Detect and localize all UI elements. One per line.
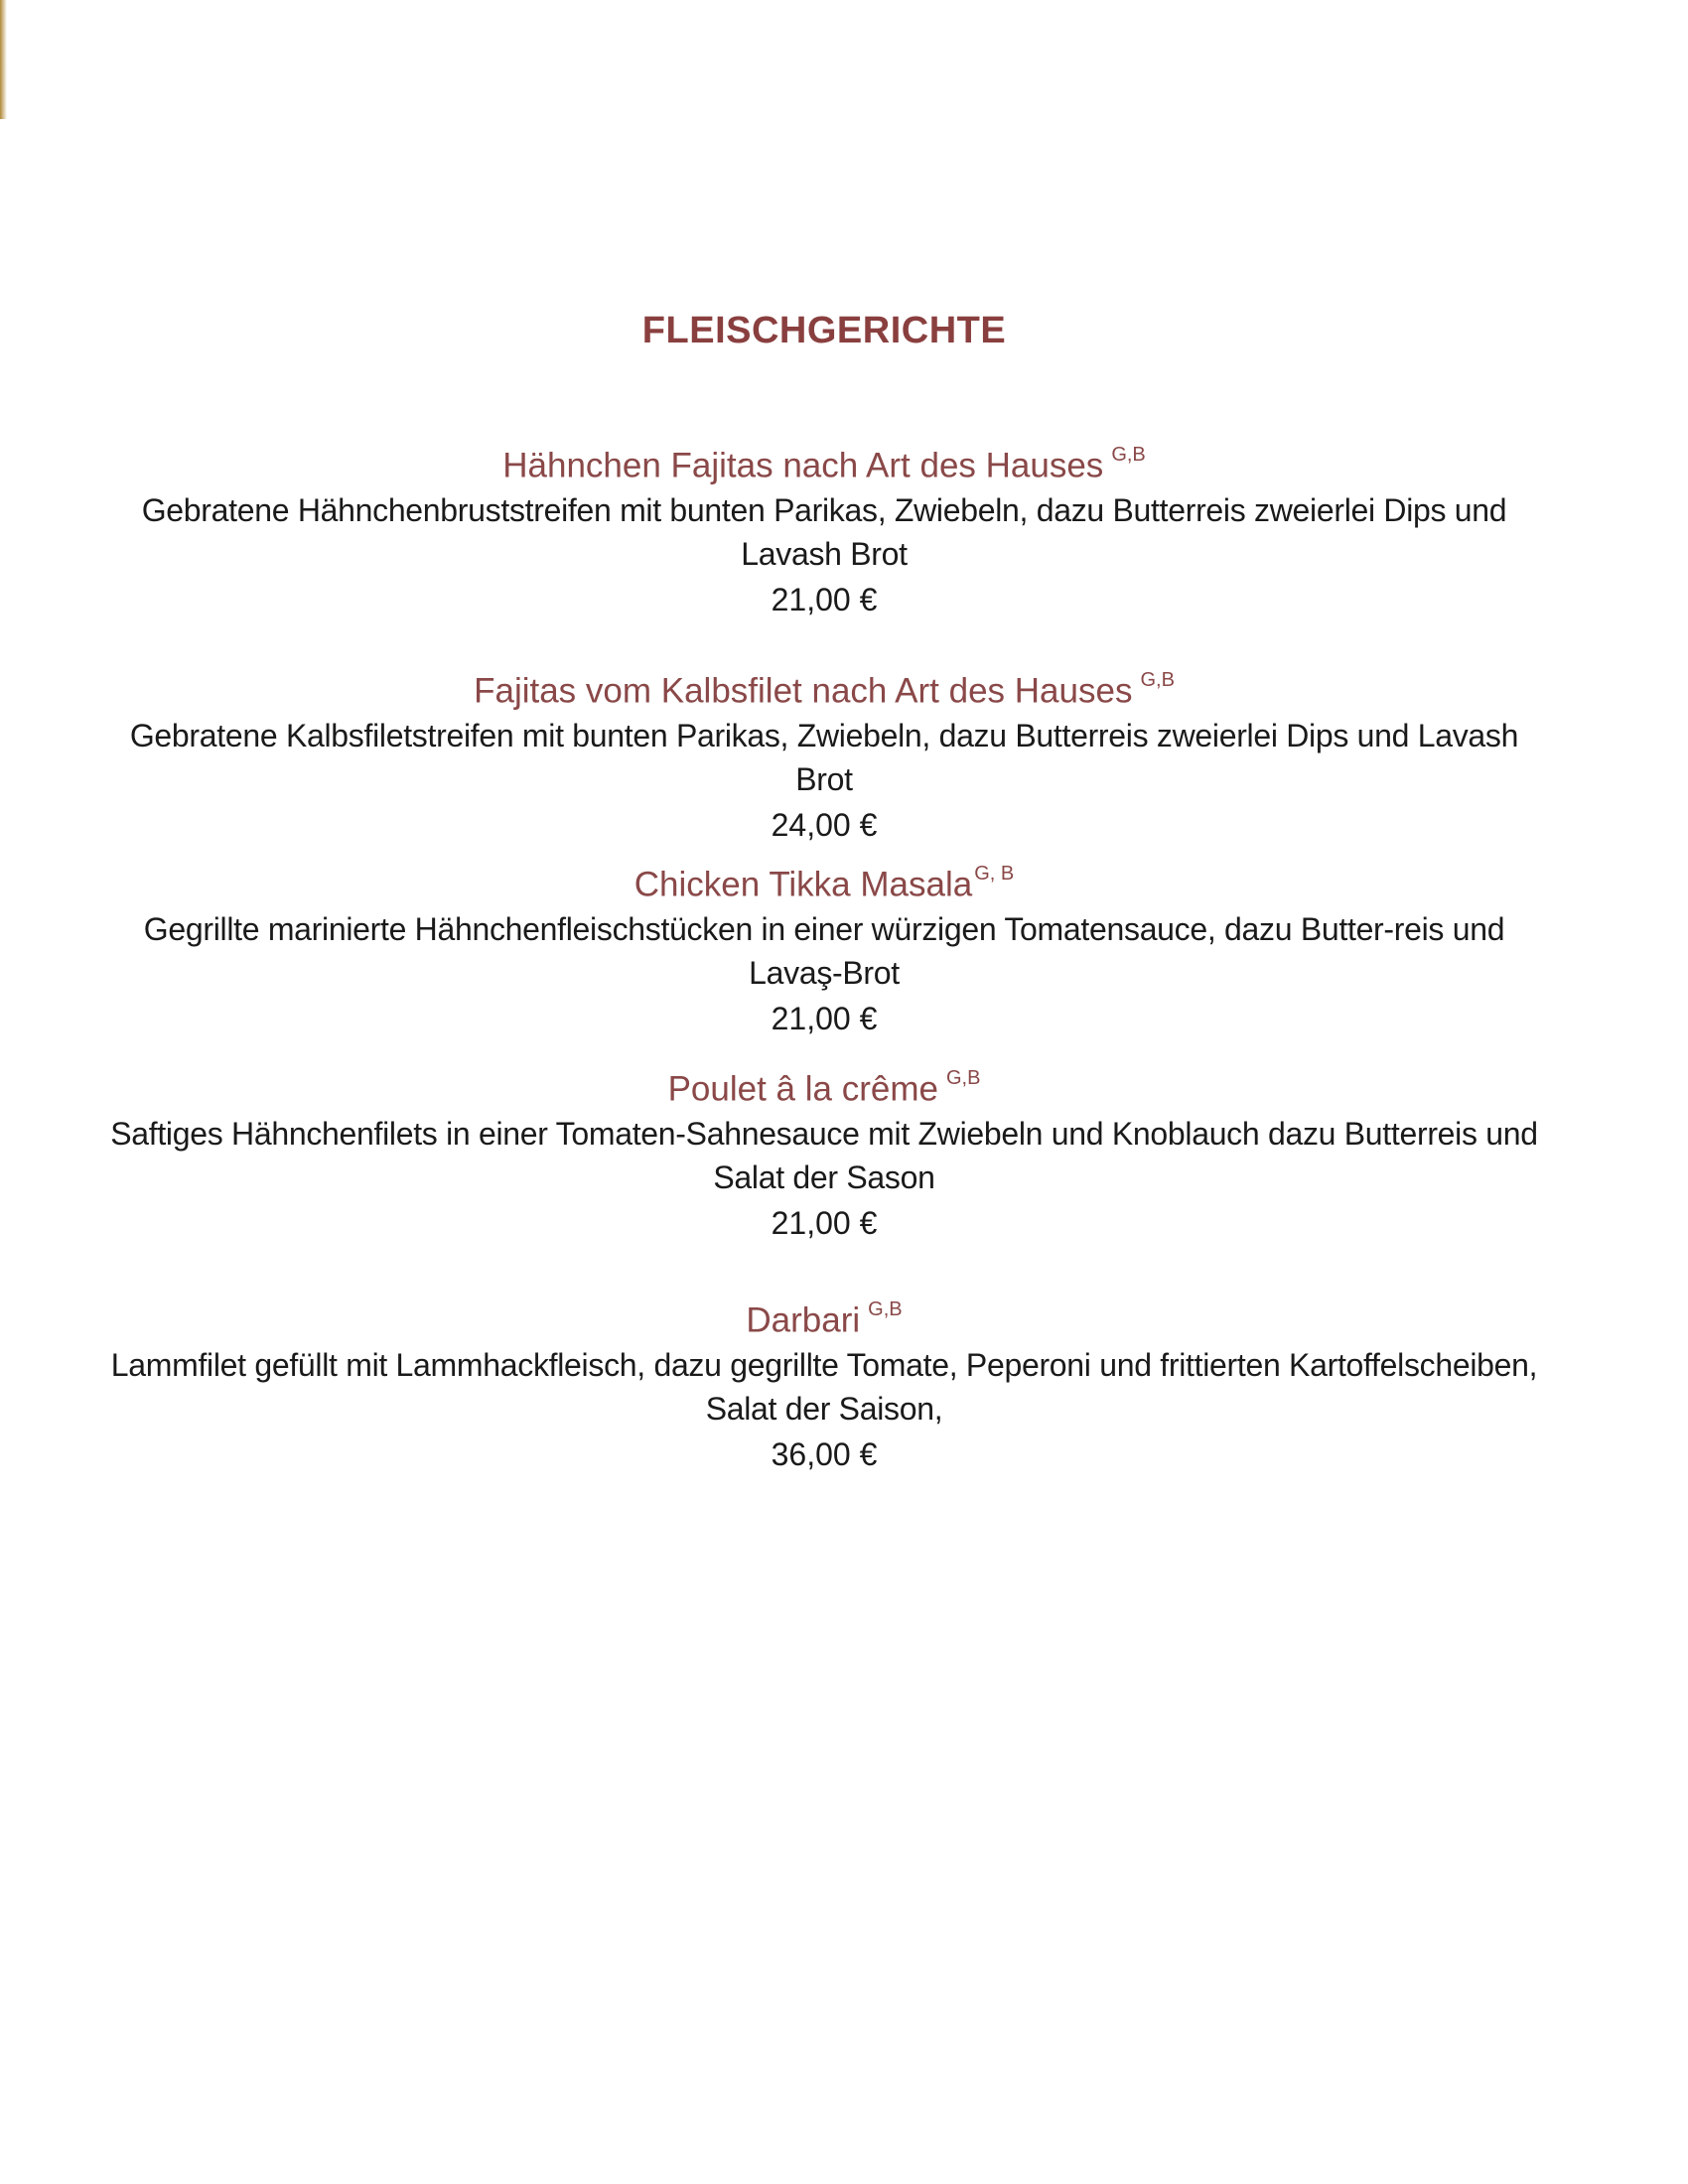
menu-item — [109, 1060, 1539, 1245]
dish-name-line — [109, 1292, 1539, 1343]
dish-name: Fajitas vom Kalbsfilet nach Art des Hauses — [474, 671, 1133, 711]
allergen-codes: G,B — [1111, 444, 1146, 466]
allergen-codes: G, B — [974, 863, 1015, 885]
dish-name-line — [109, 437, 1539, 488]
dish-name-line — [109, 1060, 1539, 1112]
menu-item — [109, 856, 1539, 1040]
dish-description: Gegrillte marinierte Hähnchenfleischstücken in einer würzigen Tomatensauce, dazu Butter-reis und Lavaş-Brot — [143, 910, 1505, 991]
dish-description: Lammfilet gefüllt mit Lammhackfleisch, dazu gegrillte Tomate, Peperoni und frittierten Kartoffelscheiben, Salat der Saison, — [110, 1346, 1538, 1427]
dish-price: 36,00 € — [771, 1435, 878, 1472]
dish-name: Chicken Tikka Masala — [633, 865, 973, 904]
allergen-codes: G,B — [1140, 669, 1175, 691]
menu-item — [109, 437, 1539, 621]
dish-name-line — [109, 856, 1539, 907]
dish-description: Saftiges Hähnchenfilets in einer Tomaten-Sahnesauce mit Zwiebeln und Knoblauch dazu Butterreis und Salat der Sason — [110, 1115, 1538, 1195]
dish-price: 24,00 € — [771, 806, 878, 843]
menu-item — [109, 1292, 1539, 1476]
menu-item — [109, 662, 1539, 847]
dish-description: Gebratene Kalbsfiletstreifen mit bunten Parikas, Zwiebeln, dazu Butterreis zweierlei Dips und Lavash Brot — [129, 717, 1519, 797]
dish-price: 21,00 € — [771, 1204, 878, 1241]
dish-name: Poulet â la crême — [667, 1069, 938, 1109]
dish-name: Darbari — [746, 1300, 861, 1340]
dish-name: Hähnchen Fajitas nach Art des Hauses — [502, 446, 1104, 485]
dish-name-line — [109, 662, 1539, 714]
allergen-codes: G,B — [945, 1067, 981, 1089]
dish-description: Gebratene Hähnchenbruststreifen mit bunten Parikas, Zwiebeln, dazu Butterreis zweierlei Dips und Lavash Brot — [141, 491, 1507, 572]
allergen-codes: G,B — [868, 1298, 903, 1320]
dish-price: 21,00 € — [771, 581, 878, 617]
section-title: FLEISCHGERICHTE — [641, 310, 1007, 351]
dish-price: 21,00 € — [771, 1000, 878, 1036]
